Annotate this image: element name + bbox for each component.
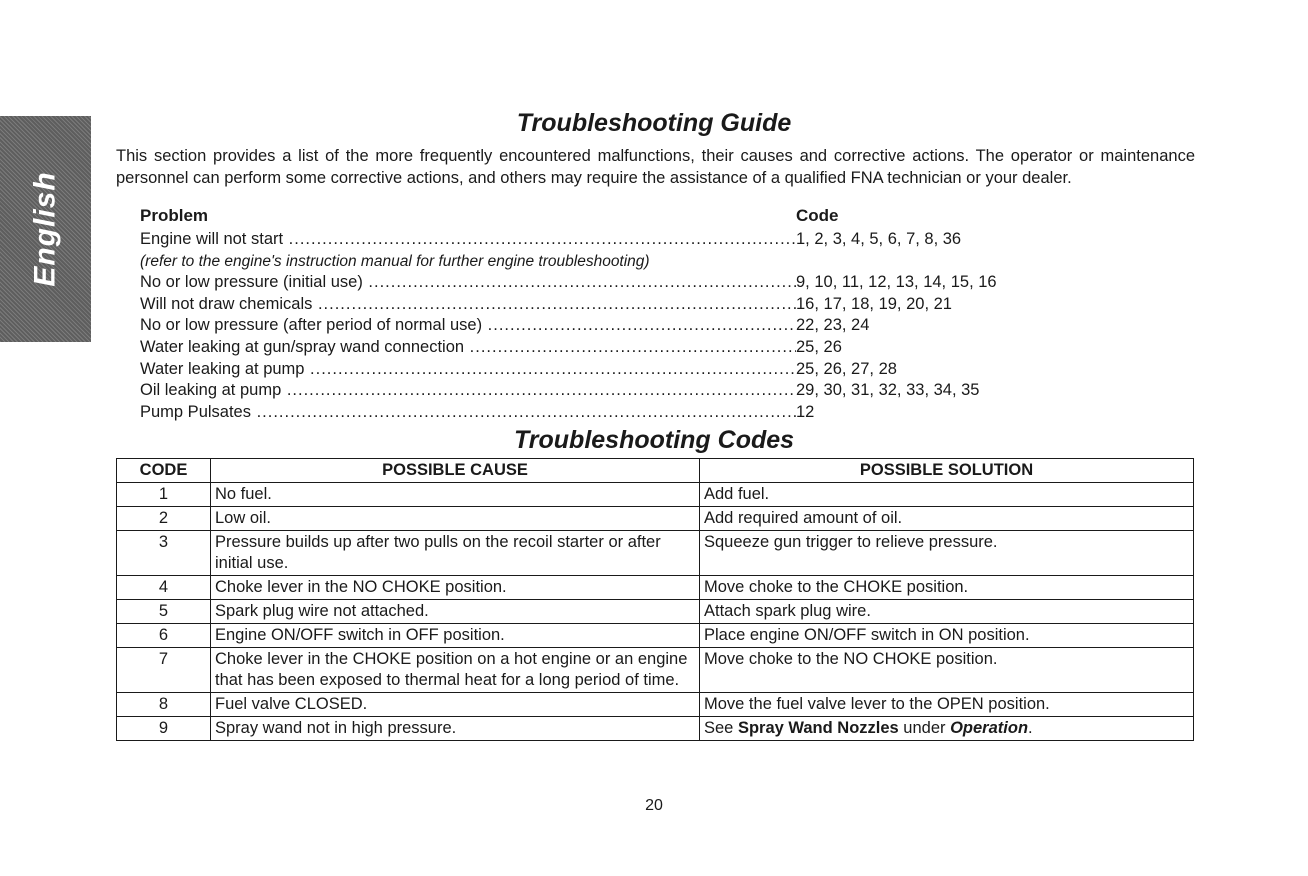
page-number: 20 [645, 797, 663, 814]
table-row [117, 600, 1194, 624]
solution-cell: Move choke to the CHOKE position. [700, 576, 1194, 600]
cause-cell: Choke lever in the NO CHOKE position. [211, 576, 700, 600]
code-cell: 2 [117, 507, 211, 531]
problem-row [140, 337, 1040, 359]
table-row [117, 576, 1194, 600]
problem-row [140, 272, 1040, 294]
cause-cell: No fuel. [211, 483, 700, 507]
problem-codes: 12 [796, 402, 815, 421]
code-cell: 7 [117, 648, 211, 693]
problem-name: Will not draw chemicals ..... [140, 294, 796, 316]
problem-note: (refer to the engine's instruction manual for further engine troubleshooting) [140, 252, 650, 270]
troubleshooting-codes-table [116, 458, 1194, 741]
troubleshooting-guide-title: Troubleshooting Guide [516, 109, 792, 137]
cause-cell: Spark plug wire not attached. [211, 600, 700, 624]
solution-text: See [704, 719, 738, 737]
problem-row [140, 359, 1040, 381]
table-row [117, 693, 1194, 717]
problem-codes: 25, 26, 27, 28 [796, 359, 897, 378]
code-cell: 6 [117, 624, 211, 648]
solution-cell: Attach spark plug wire. [700, 600, 1194, 624]
table-row [117, 507, 1194, 531]
problem-name: Water leaking at gun/spray wand connection ..... [140, 337, 796, 359]
table-row [117, 483, 1194, 507]
language-side-tab [0, 116, 91, 342]
problem-column-header: Problem [140, 206, 209, 225]
cause-cell: Low oil. [211, 507, 700, 531]
problem-row [140, 229, 1040, 251]
table-header-row [117, 459, 1194, 483]
solution-cell: Move the fuel valve lever to the OPEN position. [700, 693, 1194, 717]
problem-row [140, 380, 1040, 402]
solution-chapter-reference: Operation [950, 719, 1029, 737]
code-column-header: Code [796, 206, 839, 225]
language-tab-label: English [28, 171, 62, 287]
cause-cell: Spray wand not in high pressure. [211, 717, 700, 741]
solution-cell [700, 717, 1194, 741]
problem-name: Oil leaking at pump ..... [140, 380, 796, 402]
code-cell: 4 [117, 576, 211, 600]
problem-codes: 16, 17, 18, 19, 20, 21 [796, 294, 952, 313]
problem-list [140, 229, 1040, 423]
solution-cell: Place engine ON/OFF switch in ON position. [700, 624, 1194, 648]
possible-solution-header: POSSIBLE SOLUTION [700, 459, 1194, 483]
solution-text: under [898, 719, 951, 737]
problem-name: Water leaking at pump ..... [140, 359, 796, 381]
cause-cell: Fuel valve CLOSED. [211, 693, 700, 717]
problem-codes: 9, 10, 11, 12, 13, 14, 15, 16 [796, 273, 997, 292]
solution-cell: Add fuel. [700, 483, 1194, 507]
solution-cell: Add required amount of oil. [700, 507, 1194, 531]
problem-codes: 25, 26 [796, 337, 842, 356]
problem-name: Engine will not start ..... [140, 229, 796, 251]
intro-paragraph: This section provides a list of the more frequently encountered malfunctions, their causes and corrective actions. The operator or maintenance personnel can perform some corrective actions, and others may require the assistance of a qualified FNA technician or your dealer. [116, 147, 1195, 187]
solution-cell: Move choke to the NO CHOKE position. [700, 648, 1194, 693]
cause-cell: Engine ON/OFF switch in OFF position. [211, 624, 700, 648]
problem-name: No or low pressure (after period of normal use) ..... [140, 315, 796, 337]
problem-row [140, 315, 1040, 337]
problem-row [140, 402, 1040, 424]
problem-name: No or low pressure (initial use) ..... [140, 272, 796, 294]
problem-row [140, 294, 1040, 316]
code-cell: 5 [117, 600, 211, 624]
code-cell: 9 [117, 717, 211, 741]
problem-codes: 22, 23, 24 [796, 316, 870, 335]
problem-name: Pump Pulsates ..... [140, 402, 796, 424]
solution-text: . [1028, 719, 1033, 737]
table-row [117, 531, 1194, 576]
cause-cell: Choke lever in the CHOKE position on a hot engine or an engine that has been exposed to thermal heat for a long period of time. [211, 648, 700, 693]
table-row [117, 624, 1194, 648]
troubleshooting-codes-title: Troubleshooting Codes [513, 426, 795, 454]
cause-cell: Pressure builds up after two pulls on the recoil starter or after initial use. [211, 531, 700, 576]
code-header: CODE [117, 459, 211, 483]
code-cell: 1 [117, 483, 211, 507]
table-row [117, 648, 1194, 693]
solution-section-reference: Spray Wand Nozzles [737, 719, 899, 737]
problem-codes: 29, 30, 31, 32, 33, 34, 35 [796, 381, 980, 400]
problem-codes: 1, 2, 3, 4, 5, 6, 7, 8, 36 [796, 230, 962, 248]
possible-cause-header: POSSIBLE CAUSE [211, 459, 700, 483]
solution-cell: Squeeze gun trigger to relieve pressure. [700, 531, 1194, 576]
code-cell: 8 [117, 693, 211, 717]
table-row [117, 717, 1194, 741]
code-cell: 3 [117, 531, 211, 576]
